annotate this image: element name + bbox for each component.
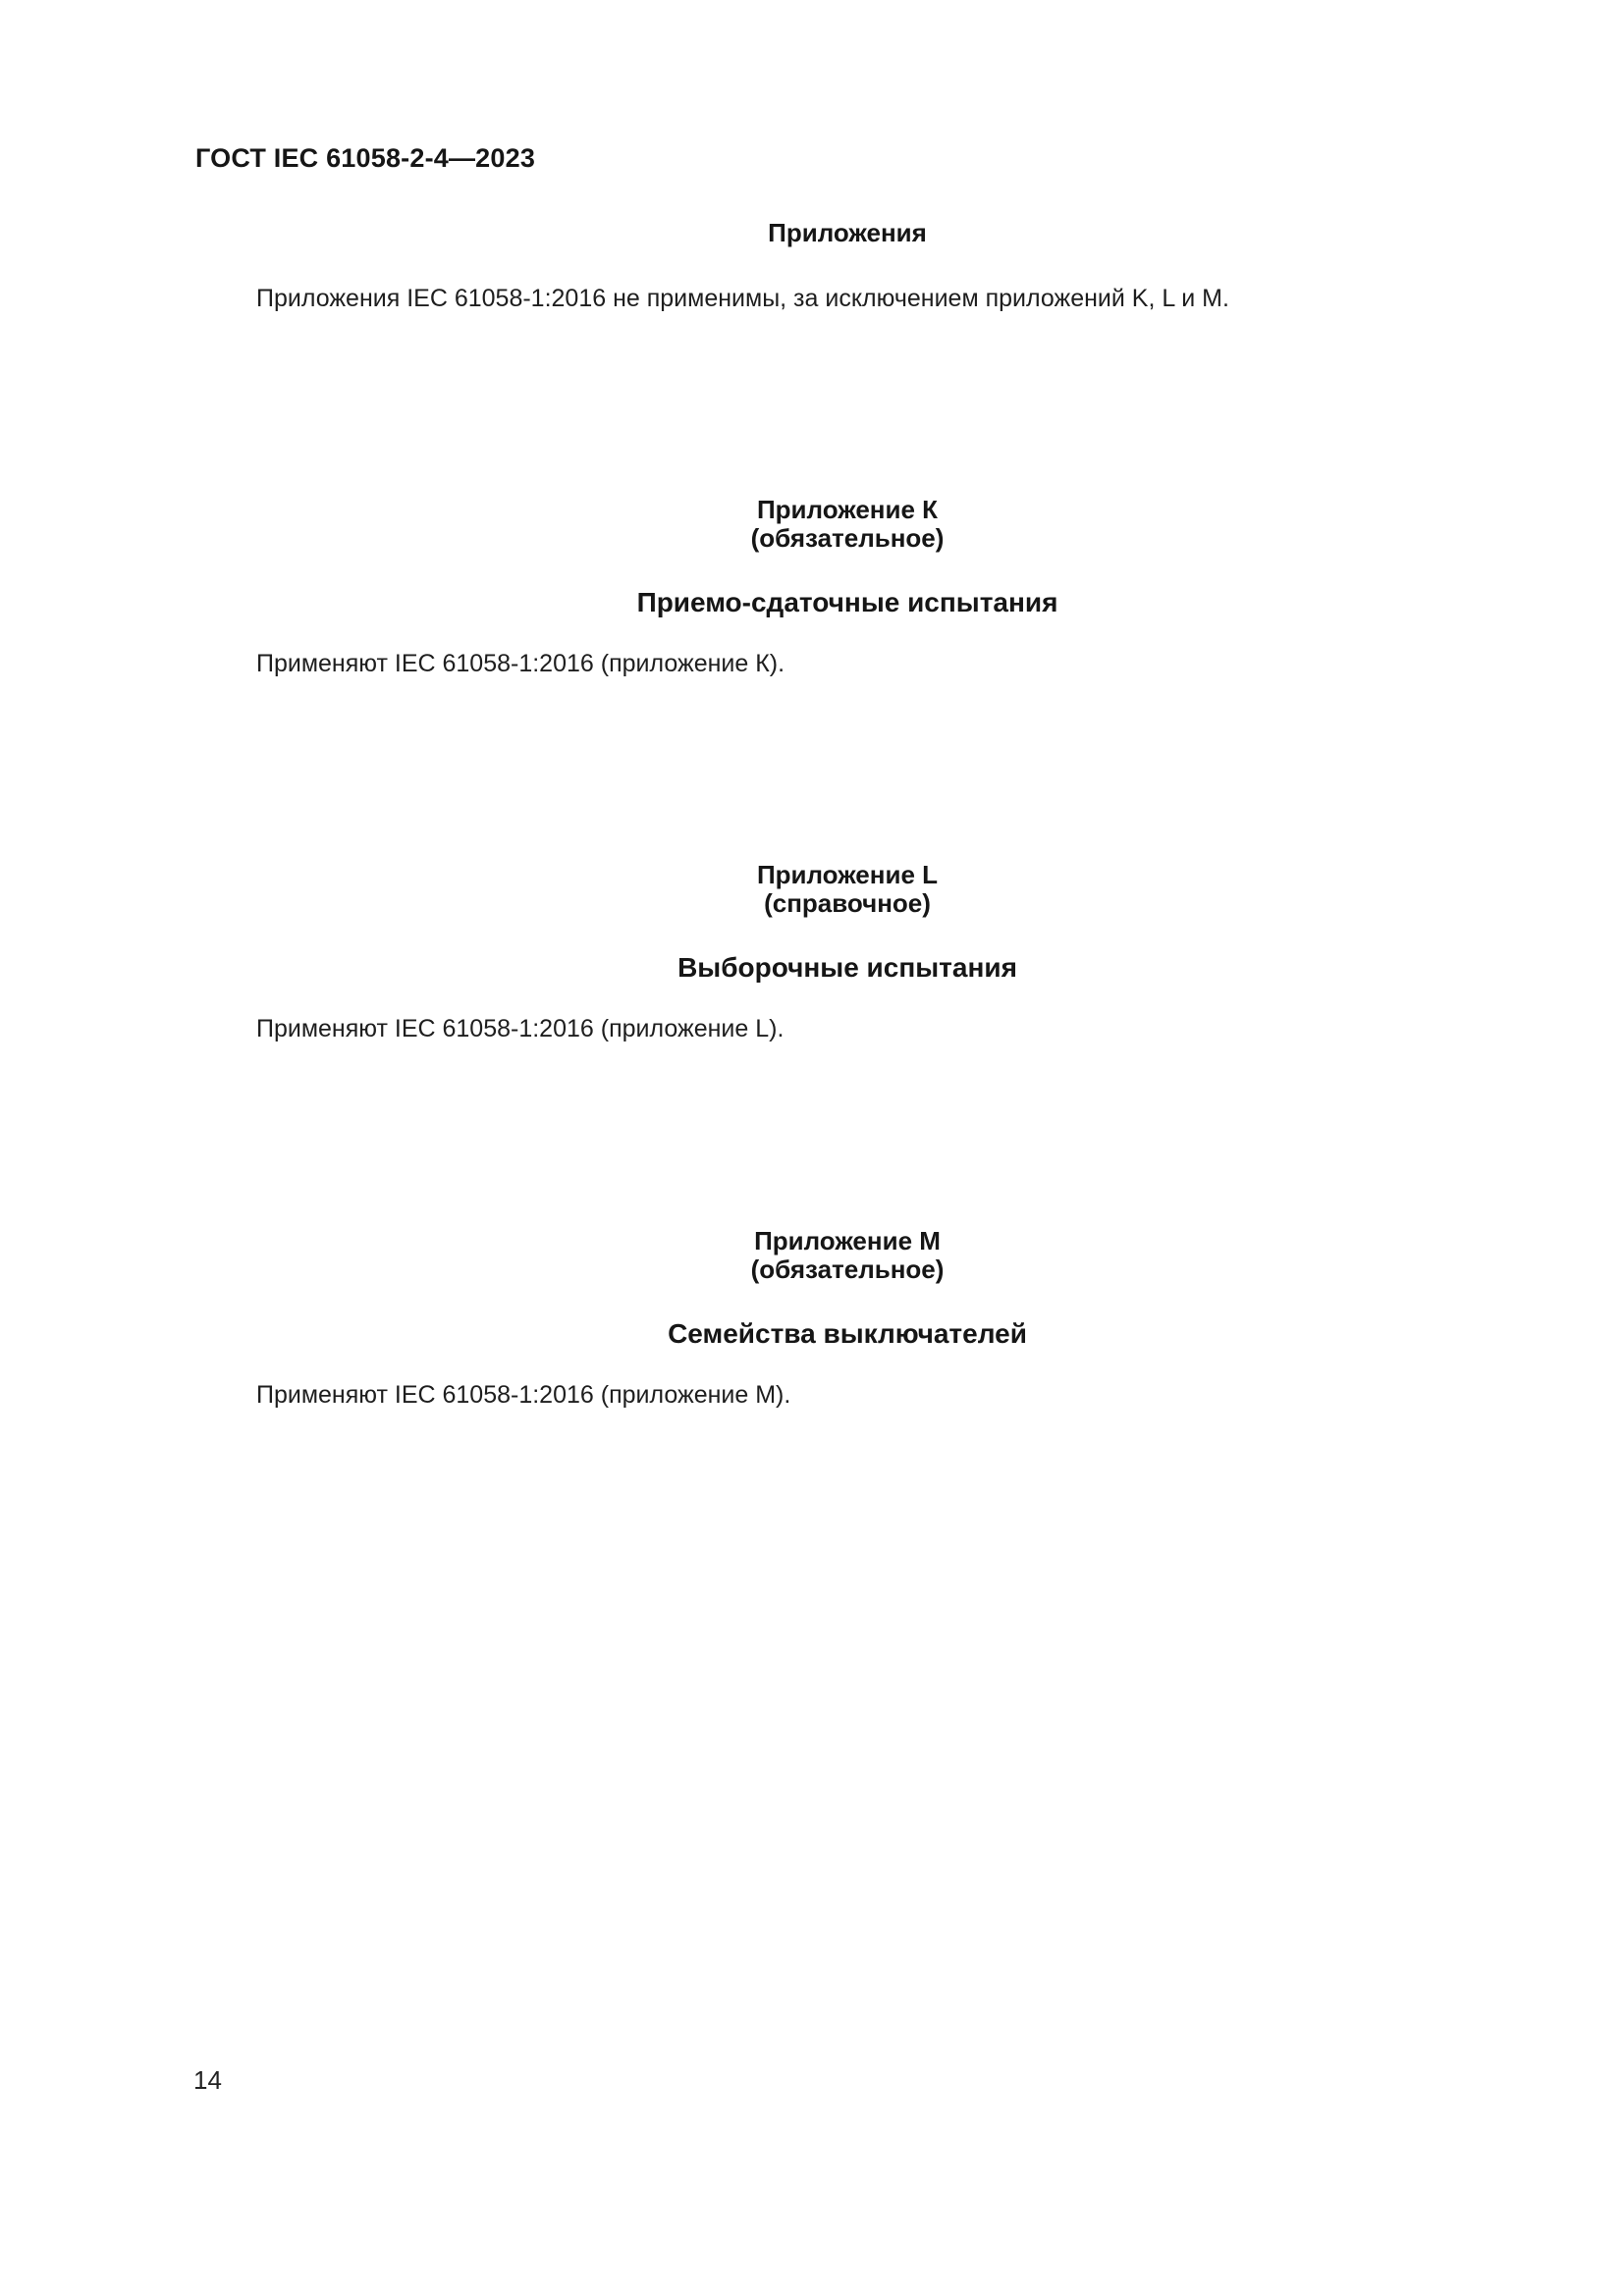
annex-m-label: Приложение М <box>754 1226 941 1255</box>
annexes-section-heading: Приложения <box>768 218 927 247</box>
annex-k-section <box>191 496 1503 679</box>
annex-k-body: Применяют IEC 61058-1:2016 (приложение К). <box>256 650 785 677</box>
annex-l-kind: (справочное) <box>764 888 931 918</box>
annex-m-body: Применяют IEC 61058-1:2016 (приложение М). <box>256 1381 791 1409</box>
annexes-intro-paragraph: Приложения IEC 61058-1:2016 не применимы, за исключением приложений K, L и М. <box>256 285 1229 312</box>
page-number: 14 <box>193 2065 222 2095</box>
annex-l-body: Применяют IEC 61058-1:2016 (приложение L). <box>256 1015 785 1042</box>
annex-k-title: Приемо-сдаточные испытания <box>636 587 1058 617</box>
annex-l-title: Выборочные испытания <box>677 952 1017 983</box>
annex-m-section <box>191 1227 1503 1411</box>
document-code-header: ГОСТ IEC 61058-2-4—2023 <box>195 143 536 173</box>
annex-m-title: Семейства выключателей <box>668 1318 1027 1349</box>
annex-l-section <box>191 861 1503 1044</box>
annex-m-kind: (обязательное) <box>750 1255 945 1284</box>
annex-l-label: Приложение L <box>756 860 939 889</box>
annex-k-kind: (обязательное) <box>750 523 945 553</box>
annex-k-label: Приложение К <box>756 495 939 524</box>
